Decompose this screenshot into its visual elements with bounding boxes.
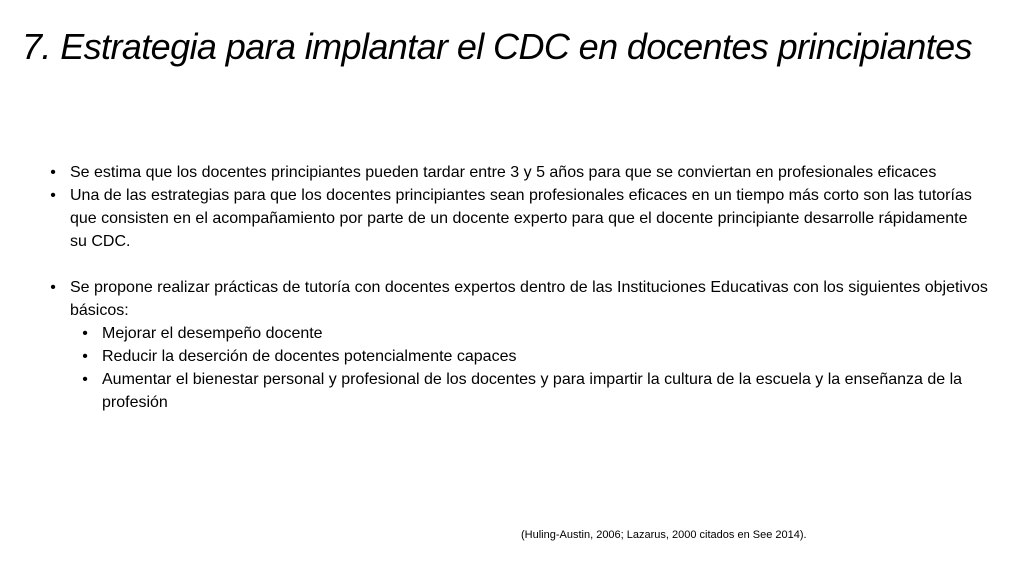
sub-bullet-text: Mejorar el desempeño docente xyxy=(102,325,323,342)
bullet-dot-icon: • xyxy=(82,348,88,365)
slide-title: 7. Estrategia para implantar el CDC en docentes principiantes xyxy=(22,26,972,67)
main-bullet-list xyxy=(48,161,988,414)
bullet-text: Se estima que los docentes principiantes pueden tardar entre 3 y 5 años para que se conviertan en profesionales eficaces xyxy=(70,164,937,181)
sub-bullet-item xyxy=(70,322,988,345)
sub-bullet-item xyxy=(70,345,988,368)
sub-bullet-list xyxy=(70,322,988,414)
bullet-text: Una de las estrategias para que los docentes principiantes sean profesionales eficaces en un tiempo más corto son las tutorías que consisten en el acompañamiento por parte de un docente experto para que el docente principiante desarrolle rápidamente su CDC. xyxy=(70,187,972,250)
slide-content xyxy=(48,161,988,414)
bullet-spacer xyxy=(48,253,988,276)
bullet-item xyxy=(48,161,988,184)
bullet-dot-icon: • xyxy=(82,325,88,342)
sub-bullet-text: Reducir la deserción de docentes potencialmente capaces xyxy=(102,348,517,365)
bullet-dot-icon: • xyxy=(50,187,56,204)
bullet-dot-icon: • xyxy=(82,371,88,388)
bullet-item xyxy=(48,276,988,414)
bullet-text: Se propone realizar prácticas de tutoría con docentes expertos dentro de las Instituciones Educativas con los siguientes objetivos básicos: xyxy=(70,279,988,319)
citation: (Huling-Austin, 2006; Lazarus, 2000 citados en See 2014). xyxy=(521,529,807,541)
bullet-dot-icon: • xyxy=(50,164,56,181)
sub-bullet-item xyxy=(70,368,988,414)
bullet-dot-icon: • xyxy=(50,279,56,296)
sub-bullet-text: Aumentar el bienestar personal y profesional de los docentes y para impartir la cultura de la escuela y la enseñanza de la profesión xyxy=(102,371,963,411)
bullet-item xyxy=(48,184,988,253)
